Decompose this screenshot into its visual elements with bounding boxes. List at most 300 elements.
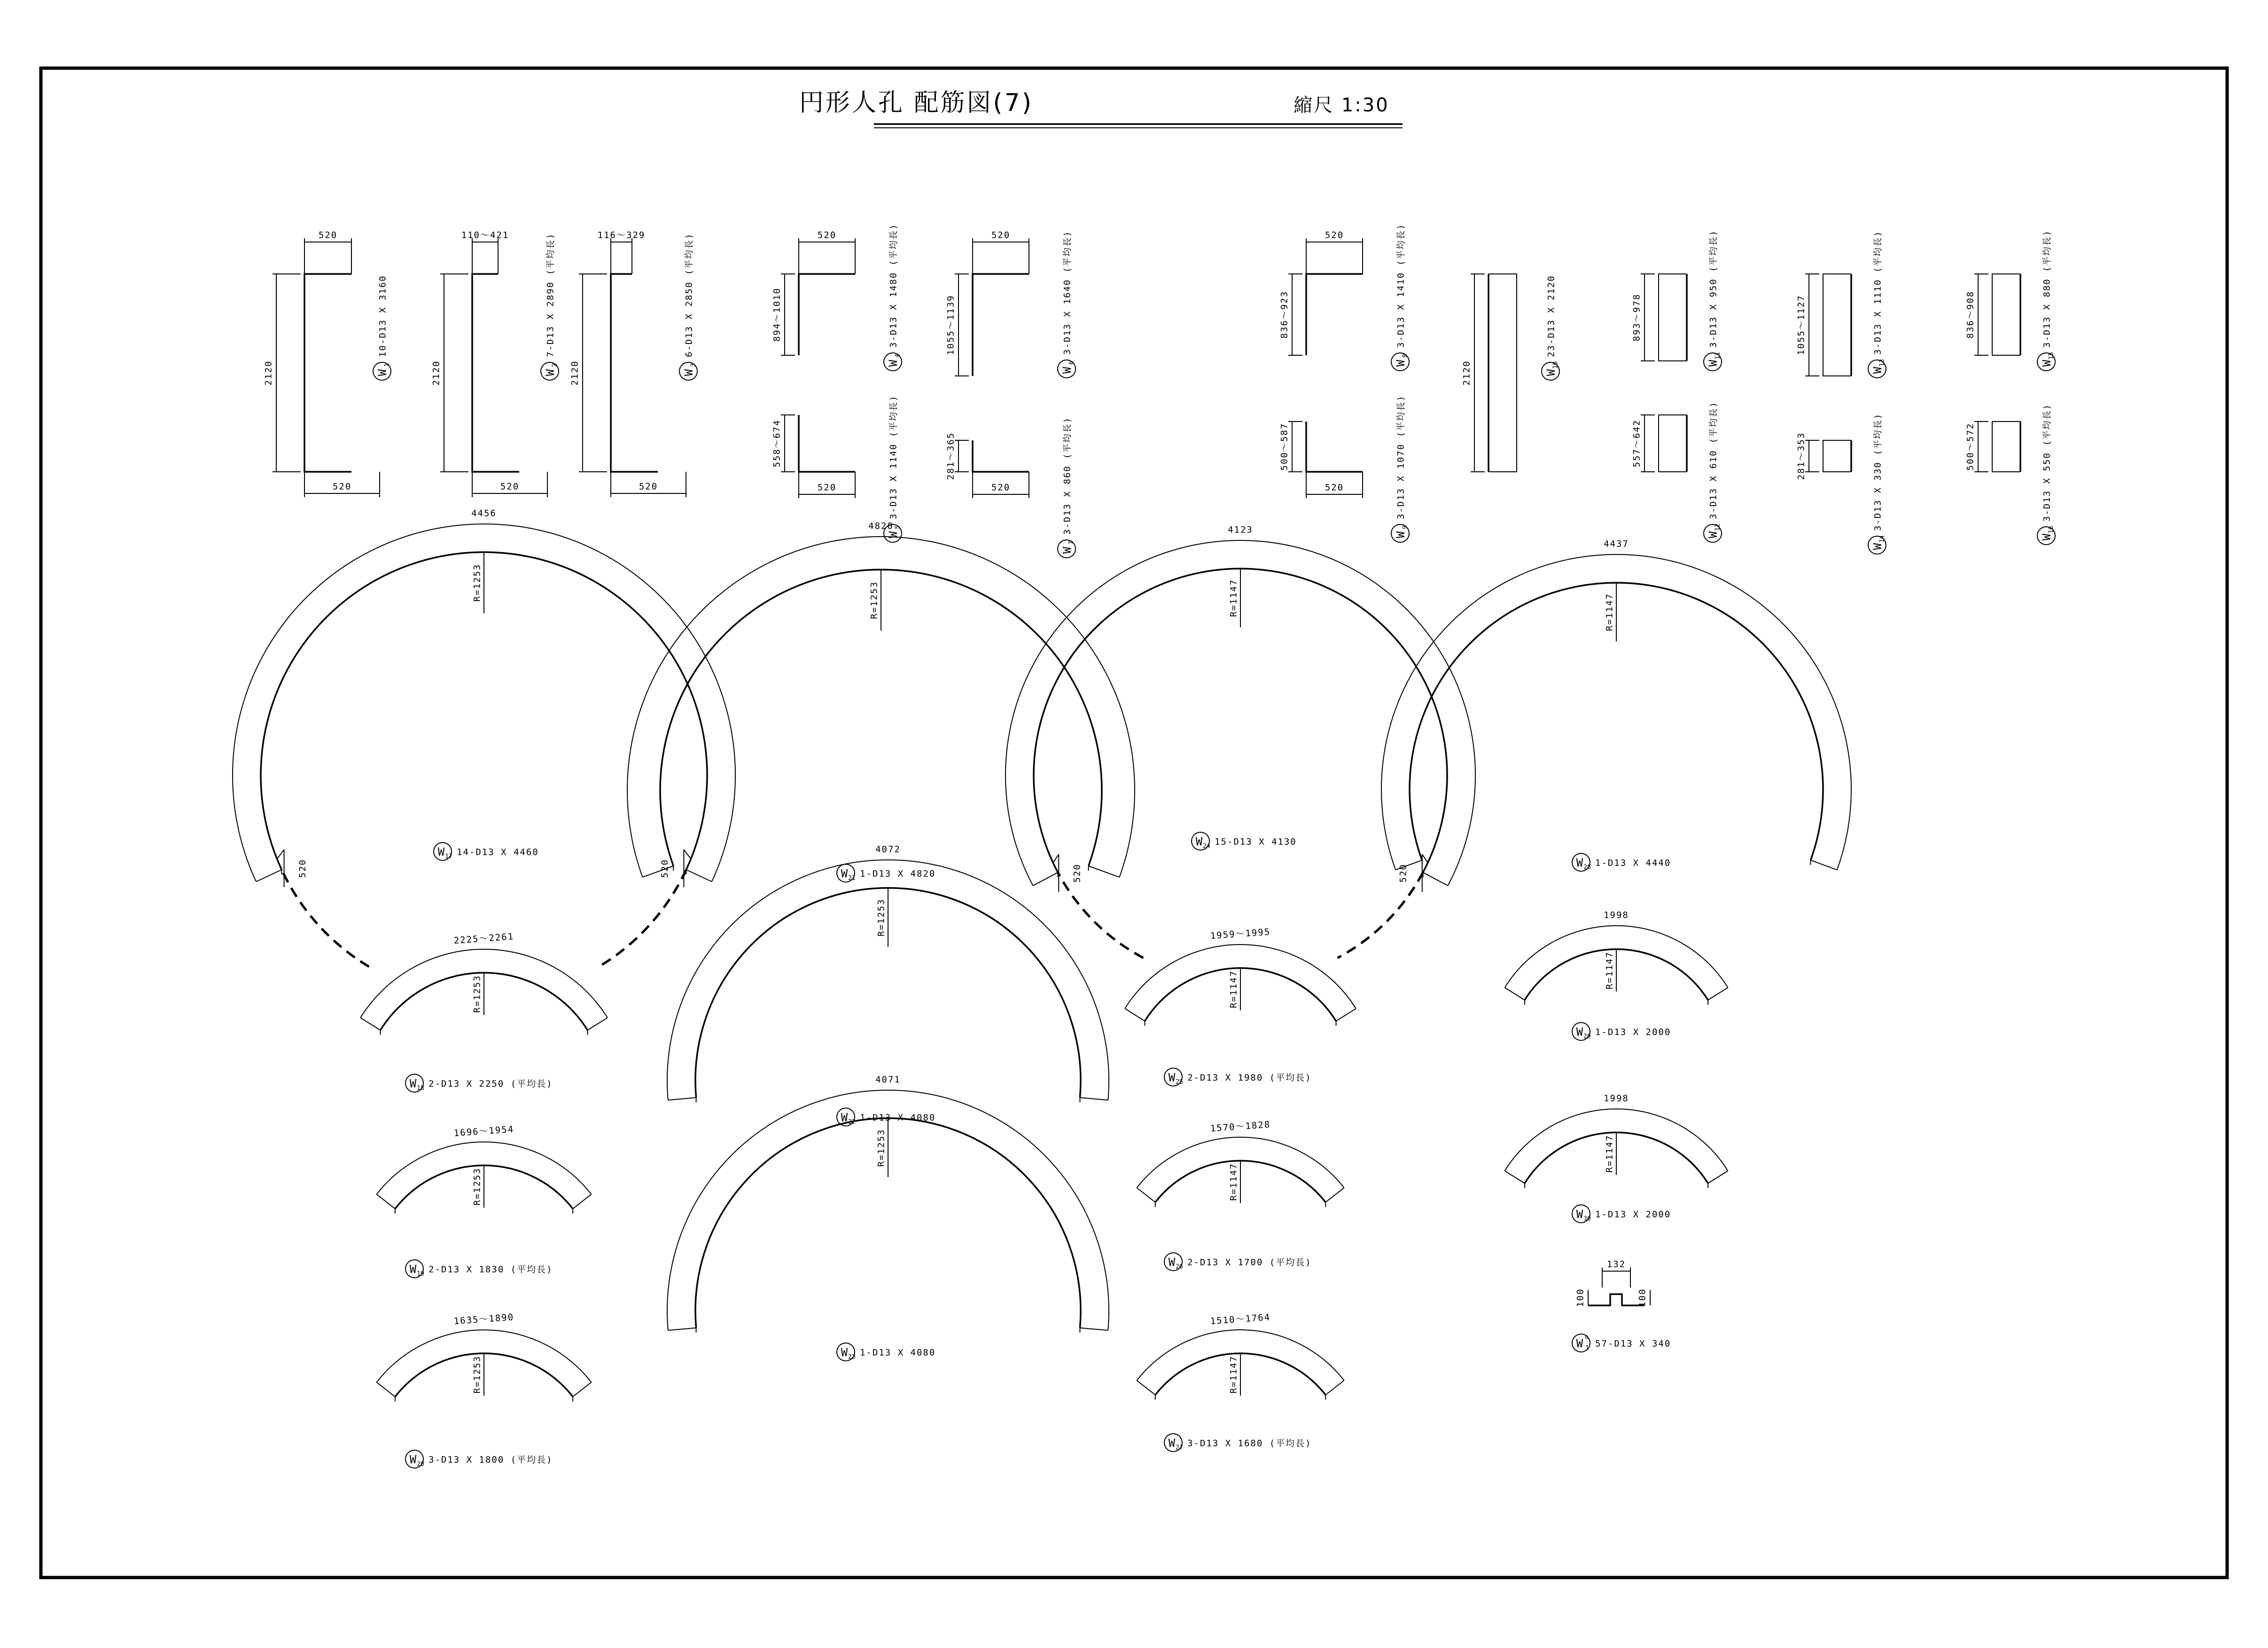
dimension-label: 500～572 <box>1965 422 1976 471</box>
bar-spec: 3-D13 X 1140 (平均長) <box>888 395 899 519</box>
hook-line <box>277 850 284 859</box>
dimension-label: 520 <box>318 230 338 241</box>
bar-outline <box>1659 274 1687 361</box>
end-line <box>1325 1381 1344 1395</box>
bar-W30 <box>1505 1093 1728 1223</box>
bar-spec: 7-D13 X 2890 (平均長) <box>545 233 556 357</box>
dimension <box>1632 274 1655 361</box>
bar-spec: 1-D13 X 4440 <box>1595 858 1671 868</box>
end-line <box>587 1018 607 1030</box>
dimension <box>570 274 608 472</box>
dimension-label: 1510～1764 <box>1210 1312 1271 1327</box>
drawing-border <box>41 68 2227 1578</box>
bar-mark <box>541 233 559 380</box>
bar-line <box>472 274 519 472</box>
dimension <box>799 230 855 274</box>
bar-W25 <box>1125 927 1356 1086</box>
scale-label: 縮尺 1:30 <box>1294 94 1389 116</box>
dimension-label: 4071 <box>875 1074 901 1085</box>
mark-letter: W <box>1871 543 1884 550</box>
bar-mark <box>434 843 539 860</box>
bar-spec: 23-D13 X 2120 <box>1546 275 1557 357</box>
end-line <box>360 1018 380 1030</box>
mark-letter: W <box>841 867 848 880</box>
bar-outline <box>1823 274 1851 376</box>
dimension <box>1965 274 1989 355</box>
mark-number: 28 <box>1583 864 1591 871</box>
bar-spec: 3-D13 X 330 (平均長) <box>1872 413 1883 531</box>
bar-mark <box>2037 404 2055 545</box>
mark-number: 18 <box>417 1085 424 1092</box>
mark-number: 24 <box>1203 843 1210 850</box>
dimension <box>431 274 469 472</box>
bar-W1o <box>1572 1259 1671 1352</box>
mark-number: 22 <box>848 1118 856 1126</box>
bar-spec: 3-D13 X 1680 (平均長) <box>1187 1438 1312 1449</box>
dimension-label: 1998 <box>1604 910 1629 921</box>
bar-W24 <box>1005 525 1475 958</box>
page-title: 円形人孔 配筋図(7) <box>799 89 1034 117</box>
mark-letter: W <box>437 845 445 859</box>
end-line <box>668 1328 696 1330</box>
mark-number: 9 <box>1402 525 1409 529</box>
bar-spec: 6-D13 X 2850 (平均長) <box>684 233 694 357</box>
hook-line <box>1422 854 1428 863</box>
dimension-label: 836～923 <box>1279 290 1290 339</box>
mark-letter: W <box>409 1077 417 1090</box>
dimension <box>946 432 969 480</box>
bar-W5 <box>772 395 902 542</box>
mark-number: 14 <box>1878 535 1886 543</box>
mark-number: 12 <box>1714 523 1722 531</box>
bar-W15 <box>1965 230 2056 371</box>
dimension-label: 4456 <box>471 508 497 519</box>
dimension-label: R=1147 <box>1228 579 1239 617</box>
bar-W17 <box>233 508 735 967</box>
mark-number: 10 <box>1552 361 1559 369</box>
title-block <box>799 89 1403 128</box>
end-line <box>1810 860 1837 870</box>
dimension <box>304 472 380 497</box>
mark-number: 20 <box>417 1461 424 1468</box>
bar-line <box>1306 422 1363 472</box>
mark-number: 5 <box>894 525 902 529</box>
mark-letter: W <box>841 1346 848 1359</box>
bar-mark <box>1572 1334 1671 1352</box>
dimension <box>264 274 301 472</box>
bar-mark <box>884 223 902 371</box>
dimension-label: 281～353 <box>1796 432 1807 480</box>
mark-number: 7 <box>1068 541 1076 545</box>
mark-letter: W <box>544 369 557 376</box>
bar-spec: 1-D13 X 4820 <box>860 868 936 879</box>
bar-W20 <box>376 1312 591 1468</box>
dimension <box>611 472 686 497</box>
bar-spec: 1-D13 X 4080 <box>860 1347 936 1358</box>
bar-spec: 57-D13 X 340 <box>1595 1338 1671 1349</box>
bar-mark <box>1572 1023 1671 1040</box>
dimension-label: R=1253 <box>472 1167 483 1206</box>
bar-mark <box>837 864 935 882</box>
dimension-label: 520 <box>1325 482 1344 493</box>
mark-letter: W <box>1871 367 1884 374</box>
mark-letter: W <box>1394 359 1407 367</box>
dimension <box>1637 1288 1651 1307</box>
mark-letter: W <box>376 369 389 376</box>
end-line <box>1080 1098 1108 1100</box>
bar-W1 <box>264 230 391 498</box>
end-line <box>573 1194 591 1209</box>
mark-number: 11 <box>1714 352 1722 359</box>
dimension-label: 520 <box>297 859 308 878</box>
dimension-label: 116～329 <box>597 230 646 241</box>
bar-line <box>304 274 351 472</box>
mark-letter: W <box>1576 856 1583 869</box>
mark-number: 13 <box>1878 359 1886 367</box>
bar-mark <box>1572 853 1671 871</box>
dimension-label: R=1147 <box>1604 951 1615 990</box>
end-line <box>1089 866 1120 877</box>
mark-number: 30 <box>1583 1215 1591 1223</box>
end-line <box>1708 1171 1728 1183</box>
dimension <box>1796 274 1820 376</box>
mark-number: 17 <box>445 853 452 860</box>
lower-dashed-arc <box>599 870 686 967</box>
end-line <box>376 1382 395 1397</box>
dimension-label: 1570～1828 <box>1210 1119 1271 1134</box>
dimension-label: 1055～1139 <box>945 295 956 355</box>
dimension-label: 2120 <box>431 360 442 386</box>
mark-letter: W <box>1195 835 1203 848</box>
dimension <box>1306 472 1363 498</box>
mark-letter: W <box>1576 1025 1583 1039</box>
bar-line <box>611 274 658 472</box>
dimension-label: 520 <box>1398 863 1409 883</box>
mark-number: 26 <box>1176 1263 1183 1271</box>
dimension <box>973 230 1029 274</box>
bar-spec: 3-D13 X 1410 (平均長) <box>1395 223 1406 348</box>
mark-letter: W <box>887 359 900 367</box>
dimension-label: 1998 <box>1604 1093 1629 1104</box>
bar-spec: 2-D13 X 2250 (平均長) <box>429 1078 553 1089</box>
mark-number: 8 <box>1402 354 1409 358</box>
bar-spec: 3-D13 X 880 (平均長) <box>2042 229 2052 348</box>
bar-mark <box>837 1108 935 1126</box>
dimension-label: 520 <box>817 230 837 241</box>
dimension-label: R=1147 <box>1604 593 1615 631</box>
dimension-label: 2120 <box>569 360 580 386</box>
bar-W18 <box>360 931 608 1092</box>
bar-W9 <box>1279 395 1410 542</box>
dimension-label: 520 <box>991 230 1011 241</box>
bar-line <box>799 274 855 355</box>
bar-W23 <box>667 1075 1109 1361</box>
bar-W16 <box>1965 404 2056 545</box>
bar-mark <box>1704 401 1722 542</box>
mark-number: 27 <box>1176 1444 1183 1452</box>
bar-mark <box>1391 395 1409 542</box>
dimension-label: 520 <box>1325 230 1344 241</box>
bar-spec: 3-D13 X 860 (平均長) <box>1062 416 1073 535</box>
bar-mark <box>1058 417 1076 558</box>
bar-W13 <box>1796 230 1886 378</box>
end-line <box>1137 1188 1155 1203</box>
end-line <box>1423 873 1448 886</box>
mark-superscript: o <box>1585 1334 1589 1341</box>
bar-spec: 1-D13 X 2000 <box>1595 1027 1671 1038</box>
dimension-label: 100 <box>1575 1288 1586 1307</box>
dimension-label: R=1253 <box>472 1355 483 1394</box>
lower-dashed-arc <box>1338 873 1423 958</box>
bar-spec: 3-D13 X 1480 (平均長) <box>888 223 899 348</box>
bar-spec: 15-D13 X 4130 <box>1215 836 1297 847</box>
mark-letter: W <box>409 1263 417 1276</box>
end-line <box>1325 1188 1344 1203</box>
dimension-label: 520 <box>332 481 352 492</box>
bar-W26 <box>1137 1119 1344 1271</box>
bar-outline <box>1489 274 1517 472</box>
dimension <box>1462 274 1485 472</box>
bar-spec: 3-D13 X 610 (平均長) <box>1708 401 1719 519</box>
dimension <box>1279 274 1303 355</box>
bar-outline <box>1823 440 1851 472</box>
bar-outline <box>1659 415 1687 472</box>
dimension <box>772 415 795 472</box>
end-line <box>1708 988 1728 1000</box>
end-line <box>1336 1008 1356 1021</box>
mark-number: 6 <box>1068 361 1076 365</box>
bar-W11 <box>1632 230 1722 371</box>
bar-W27 <box>1137 1312 1344 1452</box>
bar-W19 <box>376 1124 591 1278</box>
dimension <box>1796 432 1820 480</box>
hook-line <box>684 850 691 859</box>
dimension-label: 281～365 <box>945 432 956 480</box>
bar-spec: 3-D13 X 550 (平均長) <box>2042 403 2052 522</box>
bar-spec: 3-D13 X 950 (平均長) <box>1708 229 1719 348</box>
bar-outline <box>1992 274 2020 355</box>
end-line <box>686 870 711 882</box>
bar-mark <box>373 275 391 380</box>
dimension-label: 836～908 <box>1965 290 1976 339</box>
dimension <box>799 472 855 498</box>
mark-number: 23 <box>848 1353 856 1361</box>
bar-mark <box>884 395 902 542</box>
bar-spec: 3-D13 X 1110 (平均長) <box>1872 230 1883 355</box>
end-line <box>256 870 281 882</box>
bar-mark <box>405 1260 553 1278</box>
dimension-label: 557～642 <box>1631 419 1642 468</box>
mark-letter: W <box>1576 1208 1583 1221</box>
bar-spec: 1-D13 X 4080 <box>860 1112 936 1123</box>
mark-number: 25 <box>1176 1078 1183 1086</box>
bar-spec: 2-D13 X 1830 (平均長) <box>429 1264 553 1275</box>
mark-letter: W <box>1544 369 1558 376</box>
bar-mark <box>405 1450 553 1468</box>
bar-mark <box>1868 230 1886 378</box>
mark-number: 16 <box>2048 526 2055 533</box>
bar-mark <box>2037 230 2055 371</box>
end-line <box>1033 873 1058 886</box>
mark-letter: W <box>682 369 695 376</box>
dimension <box>461 230 509 274</box>
mark-number: 3 <box>690 363 697 367</box>
bar-spec: 3-D13 X 1070 (平均長) <box>1395 395 1406 519</box>
mark-letter: W <box>1168 1437 1176 1450</box>
bar-mark <box>837 1343 935 1361</box>
end-line <box>1505 988 1525 1000</box>
bar-W2 <box>431 230 559 498</box>
dimension <box>304 230 351 274</box>
dimension-label: 4820 <box>868 521 894 531</box>
mark-letter: W <box>2040 359 2053 367</box>
bar-line <box>973 274 1029 376</box>
dimension <box>973 472 1029 498</box>
bar-W10 <box>1462 274 1560 472</box>
bar-W14 <box>1796 413 1886 554</box>
bar-spec: 3-D13 X 1640 (平均長) <box>1062 230 1073 355</box>
dimension-label: 4072 <box>875 844 901 855</box>
dimension-label: 2120 <box>263 360 274 386</box>
mark-letter: W <box>1168 1256 1176 1269</box>
dimension-label: 1959～1995 <box>1210 927 1271 941</box>
dimension <box>1632 415 1655 472</box>
mark-letter: W <box>409 1453 417 1466</box>
mark-letter: W <box>1394 531 1407 539</box>
dimension <box>1279 422 1303 472</box>
dimension-label: R=1253 <box>472 563 483 602</box>
lower-dashed-arc <box>1058 873 1144 958</box>
mark-number: 21 <box>848 875 856 882</box>
mark-letter: W <box>1168 1071 1176 1084</box>
mark-letter: W <box>1707 359 1720 367</box>
dimension-label: R=1253 <box>876 898 887 937</box>
bar-mark <box>1542 275 1559 380</box>
dimension-label: 893～978 <box>1631 293 1642 342</box>
mark-letter: W <box>1707 531 1720 539</box>
end-line <box>573 1382 591 1397</box>
mark-number: 4 <box>894 354 902 358</box>
dimension-label: 1635～1890 <box>453 1312 514 1327</box>
dimension <box>1575 1288 1589 1307</box>
dimension-label: 520 <box>1072 863 1083 883</box>
bar-W8 <box>1279 223 1410 371</box>
end-line <box>1125 1008 1145 1021</box>
dimension-label: 2120 <box>1461 360 1472 386</box>
dimension-label: R=1253 <box>876 1129 887 1167</box>
mark-letter: W <box>1576 1337 1583 1350</box>
bar-line <box>973 440 1029 472</box>
bar-W7 <box>946 417 1076 558</box>
dimension-label: 1696～1954 <box>453 1124 514 1139</box>
bar-W4 <box>772 223 902 371</box>
bar-spec: 14-D13 X 4460 <box>457 847 539 858</box>
dimension-label: 2225～2261 <box>453 931 514 946</box>
bar-mark <box>1572 1205 1671 1223</box>
bar-W28 <box>1381 539 1851 872</box>
bar-mark <box>1704 230 1722 371</box>
bar-line <box>1306 274 1363 355</box>
bar-mark <box>679 233 697 380</box>
dimension-label: 4123 <box>1228 524 1253 535</box>
dimension-label: R=1147 <box>1228 1355 1239 1394</box>
bar-outline <box>1992 422 2020 472</box>
dimension-label: 520 <box>817 482 837 493</box>
end-line <box>1137 1381 1155 1395</box>
mark-number: 19 <box>417 1270 424 1278</box>
bar-mark <box>1868 413 1886 554</box>
bar-W6 <box>946 230 1076 378</box>
dimension-label: 500～587 <box>1279 422 1290 471</box>
dimension-label: 110～421 <box>461 230 509 241</box>
bar-mark <box>1164 1253 1312 1271</box>
bar-mark <box>1164 1068 1312 1086</box>
bar-mark <box>1192 832 1297 850</box>
dimension-label: R=1147 <box>1228 1163 1239 1201</box>
dimension-label: 894～1010 <box>772 287 782 342</box>
end-line <box>1080 1328 1108 1330</box>
bar-spec: 2-D13 X 1700 (平均長) <box>1187 1257 1312 1268</box>
bar-line <box>799 415 855 472</box>
bar-W21 <box>627 521 1135 883</box>
bar-spec: 1-D13 X 2000 <box>1595 1209 1671 1220</box>
mark-letter: W <box>2040 533 2053 541</box>
dimension-label: 558～674 <box>772 419 782 468</box>
end-line <box>1505 1171 1525 1183</box>
dimension-label: 520 <box>639 481 658 492</box>
dimension-label: R=1147 <box>1604 1134 1615 1173</box>
dimension-label: R=1253 <box>472 975 483 1013</box>
bar-mark <box>1391 223 1409 371</box>
dimension <box>472 472 547 497</box>
lower-dashed-arc <box>282 870 369 967</box>
dimension <box>598 230 646 274</box>
mark-letter: W <box>841 1111 848 1124</box>
dimension-label: 4437 <box>1604 539 1629 549</box>
dimension <box>1306 230 1363 274</box>
dimension-label: 1055～1127 <box>1796 295 1807 355</box>
bar-W29 <box>1505 910 1728 1041</box>
bar-mark <box>1164 1434 1312 1452</box>
dimension-label: 520 <box>659 859 670 878</box>
bar-W3 <box>570 230 698 498</box>
bar-spec: 3-D13 X 1800 (平均長) <box>429 1454 553 1465</box>
mark-number: 2 <box>551 363 559 367</box>
dimension <box>1602 1259 1630 1288</box>
mark-letter: W <box>1060 547 1074 554</box>
bar-mark <box>405 1074 553 1092</box>
end-line <box>376 1194 395 1209</box>
bar-spec: 2-D13 X 1980 (平均長) <box>1187 1072 1312 1083</box>
bar-W12 <box>1632 401 1722 542</box>
mark-number: 29 <box>1583 1033 1591 1040</box>
hook-line <box>1053 854 1059 863</box>
bar-spec: 10-D13 X 3160 <box>377 275 388 357</box>
dimension-label: R=1253 <box>869 581 880 619</box>
dimension <box>1965 422 1989 472</box>
end-line <box>668 1098 696 1100</box>
mark-number: 15 <box>2048 352 2055 359</box>
mark-letter: W <box>1060 367 1074 374</box>
dimension-label: 132 <box>1606 1259 1626 1270</box>
bar-line <box>1588 1294 1644 1305</box>
bar-mark <box>1058 230 1076 378</box>
mark-letter: W <box>887 531 900 539</box>
dimension <box>946 274 969 376</box>
dimension-label: 100 <box>1637 1288 1648 1307</box>
mark-number: 1 <box>383 363 391 367</box>
dimension-label: R=1147 <box>1228 970 1239 1008</box>
